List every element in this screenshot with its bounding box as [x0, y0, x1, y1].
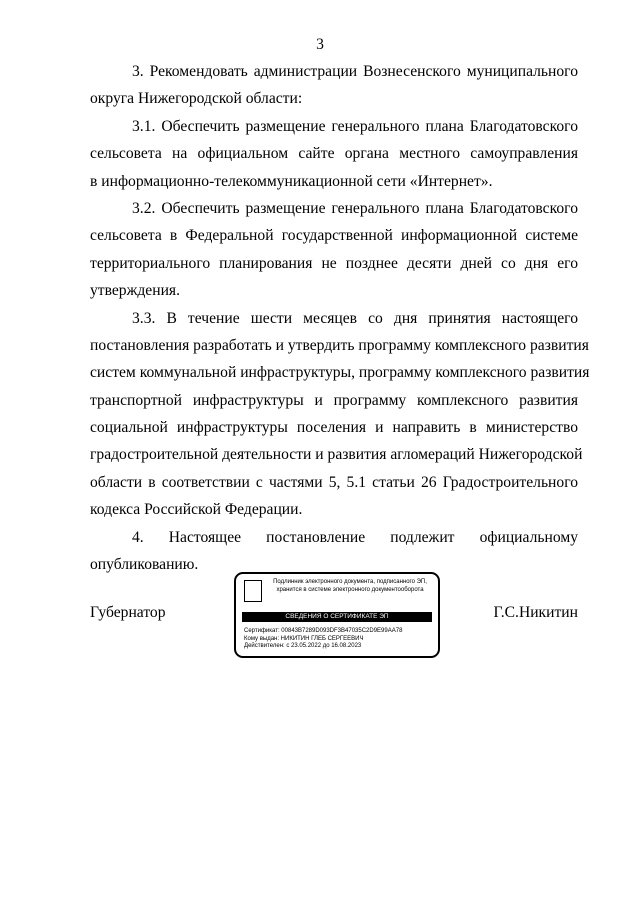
text-line: в информационно-телекоммуникационной сети «Интернет».	[90, 172, 493, 190]
text-line: 3.2. Обеспечить размещение генерального плана Благодатовского	[132, 199, 578, 217]
stamp-title: СВЕДЕНИЯ О СЕРТИФИКАТЕ ЭП	[242, 612, 432, 622]
text-line: сельсовета на официальном сайте органа местного самоуправления	[90, 145, 578, 163]
text-line: градостроительной деятельности и развития агломераций Нижегородской	[90, 446, 583, 464]
text-line: опубликованию.	[90, 556, 199, 574]
text-line: социальной инфраструктуры поселения и направить в министерство	[90, 419, 578, 437]
text-line: систем коммунальной инфраструктуры, программу комплексного развития	[90, 364, 590, 382]
stamp-header: Подлинник электронного документа, подписанного ЭП, хранится в системе электронного документооборота	[273, 579, 427, 593]
stamp-issued-to: Кому выдан: НИКИТИН ГЛЕБ СЕРГЕЕВИЧ	[244, 635, 364, 642]
signatory-name: Г.С.Никитин	[493, 604, 578, 621]
text-line: утверждения.	[90, 282, 180, 300]
document-body	[90, 58, 590, 578]
stamp-certificate: Сертификат: 00843B7289D093DF3B47035C2D9E99AA78	[244, 628, 403, 634]
text-line: транспортной инфраструктуры и программу комплексного развития	[90, 391, 578, 409]
stamp-validity: Действителен: с 23.05.2022 до 16.08.2023	[244, 643, 362, 649]
text-line: сельсовета в Федеральной государственной информационной системе	[90, 227, 578, 245]
text-line: территориального планирования не позднее десяти дней со дня его	[90, 254, 578, 272]
coat-of-arms-icon	[244, 580, 262, 602]
text-line: 3.1. Обеспечить размещение генерального плана Благодатовского	[132, 117, 578, 135]
text-line: 3. Рекомендовать администрации Вознесенского муниципального	[132, 63, 578, 80]
text-line: постановления разработать и утвердить программу комплексного развития	[90, 336, 589, 354]
page-number: 3	[316, 36, 324, 53]
text-line: 3.3. В течение шести месяцев со дня принятия настоящего	[132, 309, 578, 327]
text-line: области в соответствии с частями 5, 5.1 статьи 26 Градостроительного	[90, 473, 578, 491]
signatory-position: Губернатор	[90, 604, 166, 621]
text-line: кодекса Российской Федерации.	[90, 501, 303, 519]
text-line: округа Нижегородской области:	[90, 90, 303, 108]
text-line: 4. Настоящее постановление подлежит официальному	[132, 528, 578, 546]
e-signature-stamp	[234, 572, 440, 658]
